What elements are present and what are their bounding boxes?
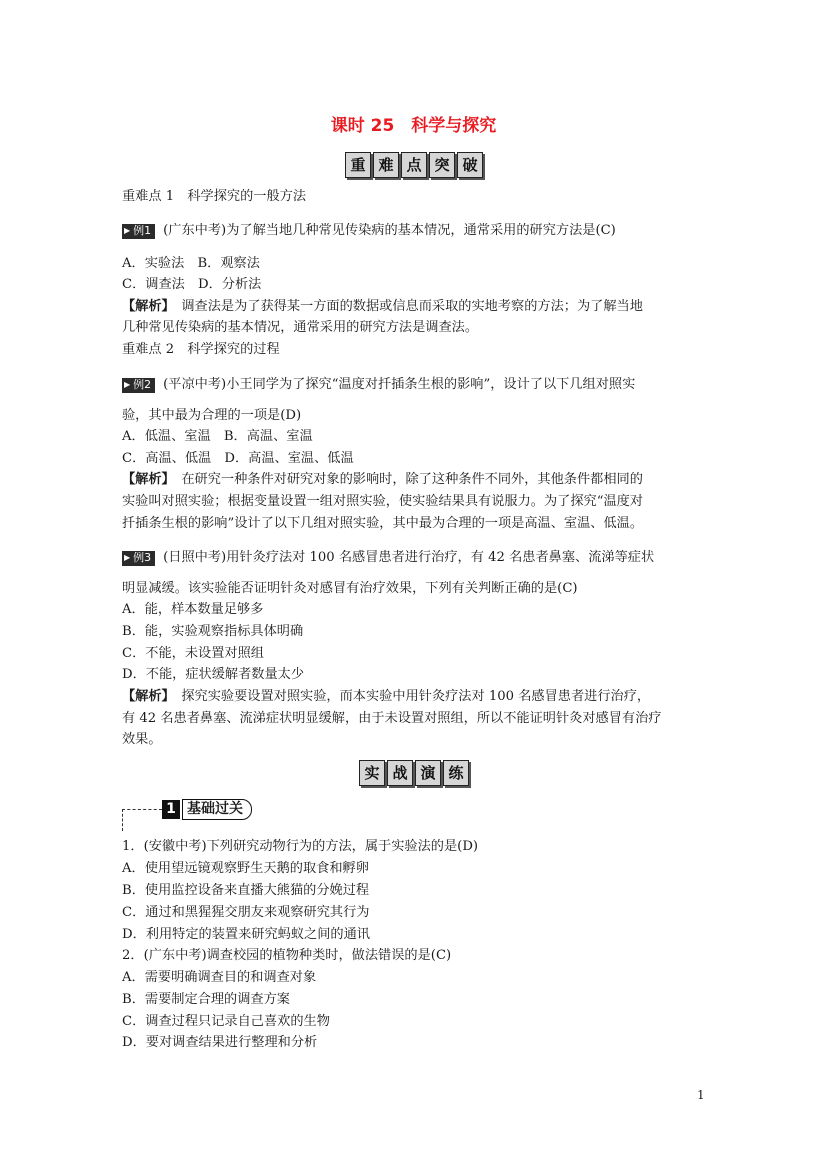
analysis-line: 实验叫对照实验；根据变量设置一组对照实验，使实验结果具有说服力。为了探究“温度对 [122, 494, 644, 509]
section-header-basics [122, 797, 282, 827]
option-line: A．低温、室温 B．高温、室温 [122, 429, 313, 444]
question-line: 验，其中最为合理的一项是(D) [122, 408, 302, 423]
key-point-heading: 重难点 2 科学探究的过程 [122, 342, 280, 357]
question-stem: 1．(安徽中考)下列研究动物行为的方法，属于实验法的是(D) [122, 839, 479, 854]
banner-char: 战 [387, 760, 413, 786]
example-2-question: ▶ 例2 (平凉中考)小王同学为了探究“温度对扦插条生根的影响”，设计了以下几组对照实 [124, 377, 636, 392]
example-1-question: ▶ 例1 (广东中考)为了解当地几种常见传染病的基本情况，通常采用的研究方法是(C) [124, 223, 616, 238]
banner-char: 重 [345, 152, 371, 178]
option-line: C．调查过程只记录自己喜欢的生物 [122, 1014, 330, 1029]
option-line: A．能，样本数量足够多 [122, 602, 264, 617]
banner-char: 破 [457, 152, 483, 178]
dashed-divider [122, 809, 162, 810]
section-number: 1 [162, 800, 180, 819]
option-line: B．能，实验观察指标具体明确 [122, 624, 304, 639]
analysis-line: 【解析】 在研究一种条件对研究对象的影响时，除了这种条件不同外，其他条件都相同的 [122, 472, 643, 487]
page-number: 1 [697, 1088, 705, 1102]
analysis-line: 【解析】 探究实验要设置对照实验，而本实验中用针灸疗法对 100 名感冒患者进行治疗， [122, 689, 651, 704]
question-line: 明显减缓。该实验能否证明针灸对感冒有治疗效果，下列有关判断正确的是(C) [122, 581, 578, 596]
option-line: C．调查法 D．分析法 [122, 277, 262, 292]
example-badge: ▶ 例2 [122, 378, 155, 393]
analysis-line: 有 42 名患者鼻塞、流涕症状明显缓解，由于未设置对照组，所以不能证明针灸对感冒有治疗 [122, 711, 662, 726]
banner-practice [359, 760, 469, 786]
example-3-question: ▶ 例3 (日照中考)用针灸疗法对 100 名感冒患者进行治疗，有 42 名患者鼻塞、流涕等症状 [124, 550, 655, 565]
example-badge: ▶ 例1 [122, 224, 155, 239]
banner-char: 难 [373, 152, 399, 178]
analysis-label: 【解析】 [122, 689, 169, 704]
option-line: C．高温、低温 D．高温、室温、低温 [122, 451, 354, 466]
option-line: A．实验法 B．观察法 [122, 256, 260, 271]
option-line: A．需要明确调查目的和调查对象 [122, 970, 317, 985]
option-line: D．不能，症状缓解者数量太少 [122, 667, 305, 682]
key-point-heading: 重难点 1 科学探究的一般方法 [122, 189, 307, 204]
option-line: B．需要制定合理的调查方案 [122, 992, 290, 1007]
analysis-line: 效果。 [122, 732, 162, 747]
play-triangle-icon: ▶ [124, 553, 131, 562]
banner-char: 练 [443, 760, 469, 786]
option-line: D．要对调查结果进行整理和分析 [122, 1035, 318, 1050]
section-label: 基础过关 [182, 799, 252, 820]
option-line: B．使用监控设备来直播大熊猫的分娩过程 [122, 883, 370, 898]
question-stem: 2．(广东中考)调查校园的植物种类时，做法错误的是(C) [122, 948, 452, 963]
play-triangle-icon: ▶ [124, 226, 131, 235]
analysis-label: 【解析】 [122, 472, 169, 487]
analysis-line: 【解析】 调查法是为了获得某一方面的数据或信息而采取的实地考察的方法；为了解当地 [122, 299, 643, 314]
option-line: C．通过和黑猩猩交朋友来观察研究其行为 [122, 905, 370, 920]
banner-char: 演 [415, 760, 441, 786]
option-line: D．利用特定的装置来研究蚂蚁之间的通讯 [122, 927, 370, 942]
option-line: A．使用望远镜观察野生天鹅的取食和孵卵 [122, 861, 369, 876]
analysis-line: 几种常见传染病的基本情况，通常采用的研究方法是调查法。 [122, 320, 479, 335]
play-triangle-icon: ▶ [124, 380, 131, 389]
banner-char: 点 [401, 152, 427, 178]
example-badge: ▶ 例3 [122, 551, 155, 566]
banner-char: 实 [359, 760, 385, 786]
page-title: 课时 25 科学与探究 [330, 116, 497, 136]
analysis-line: 扦插条生根的影响”设计了以下几组对照实验，其中最为合理的一项是高温、室温、低温。 [122, 516, 644, 531]
banner-key-points [345, 152, 483, 178]
analysis-label: 【解析】 [122, 299, 169, 314]
banner-char: 突 [429, 152, 455, 178]
option-line: C．不能，未设置对照组 [122, 646, 264, 661]
dashed-divider [122, 809, 123, 831]
